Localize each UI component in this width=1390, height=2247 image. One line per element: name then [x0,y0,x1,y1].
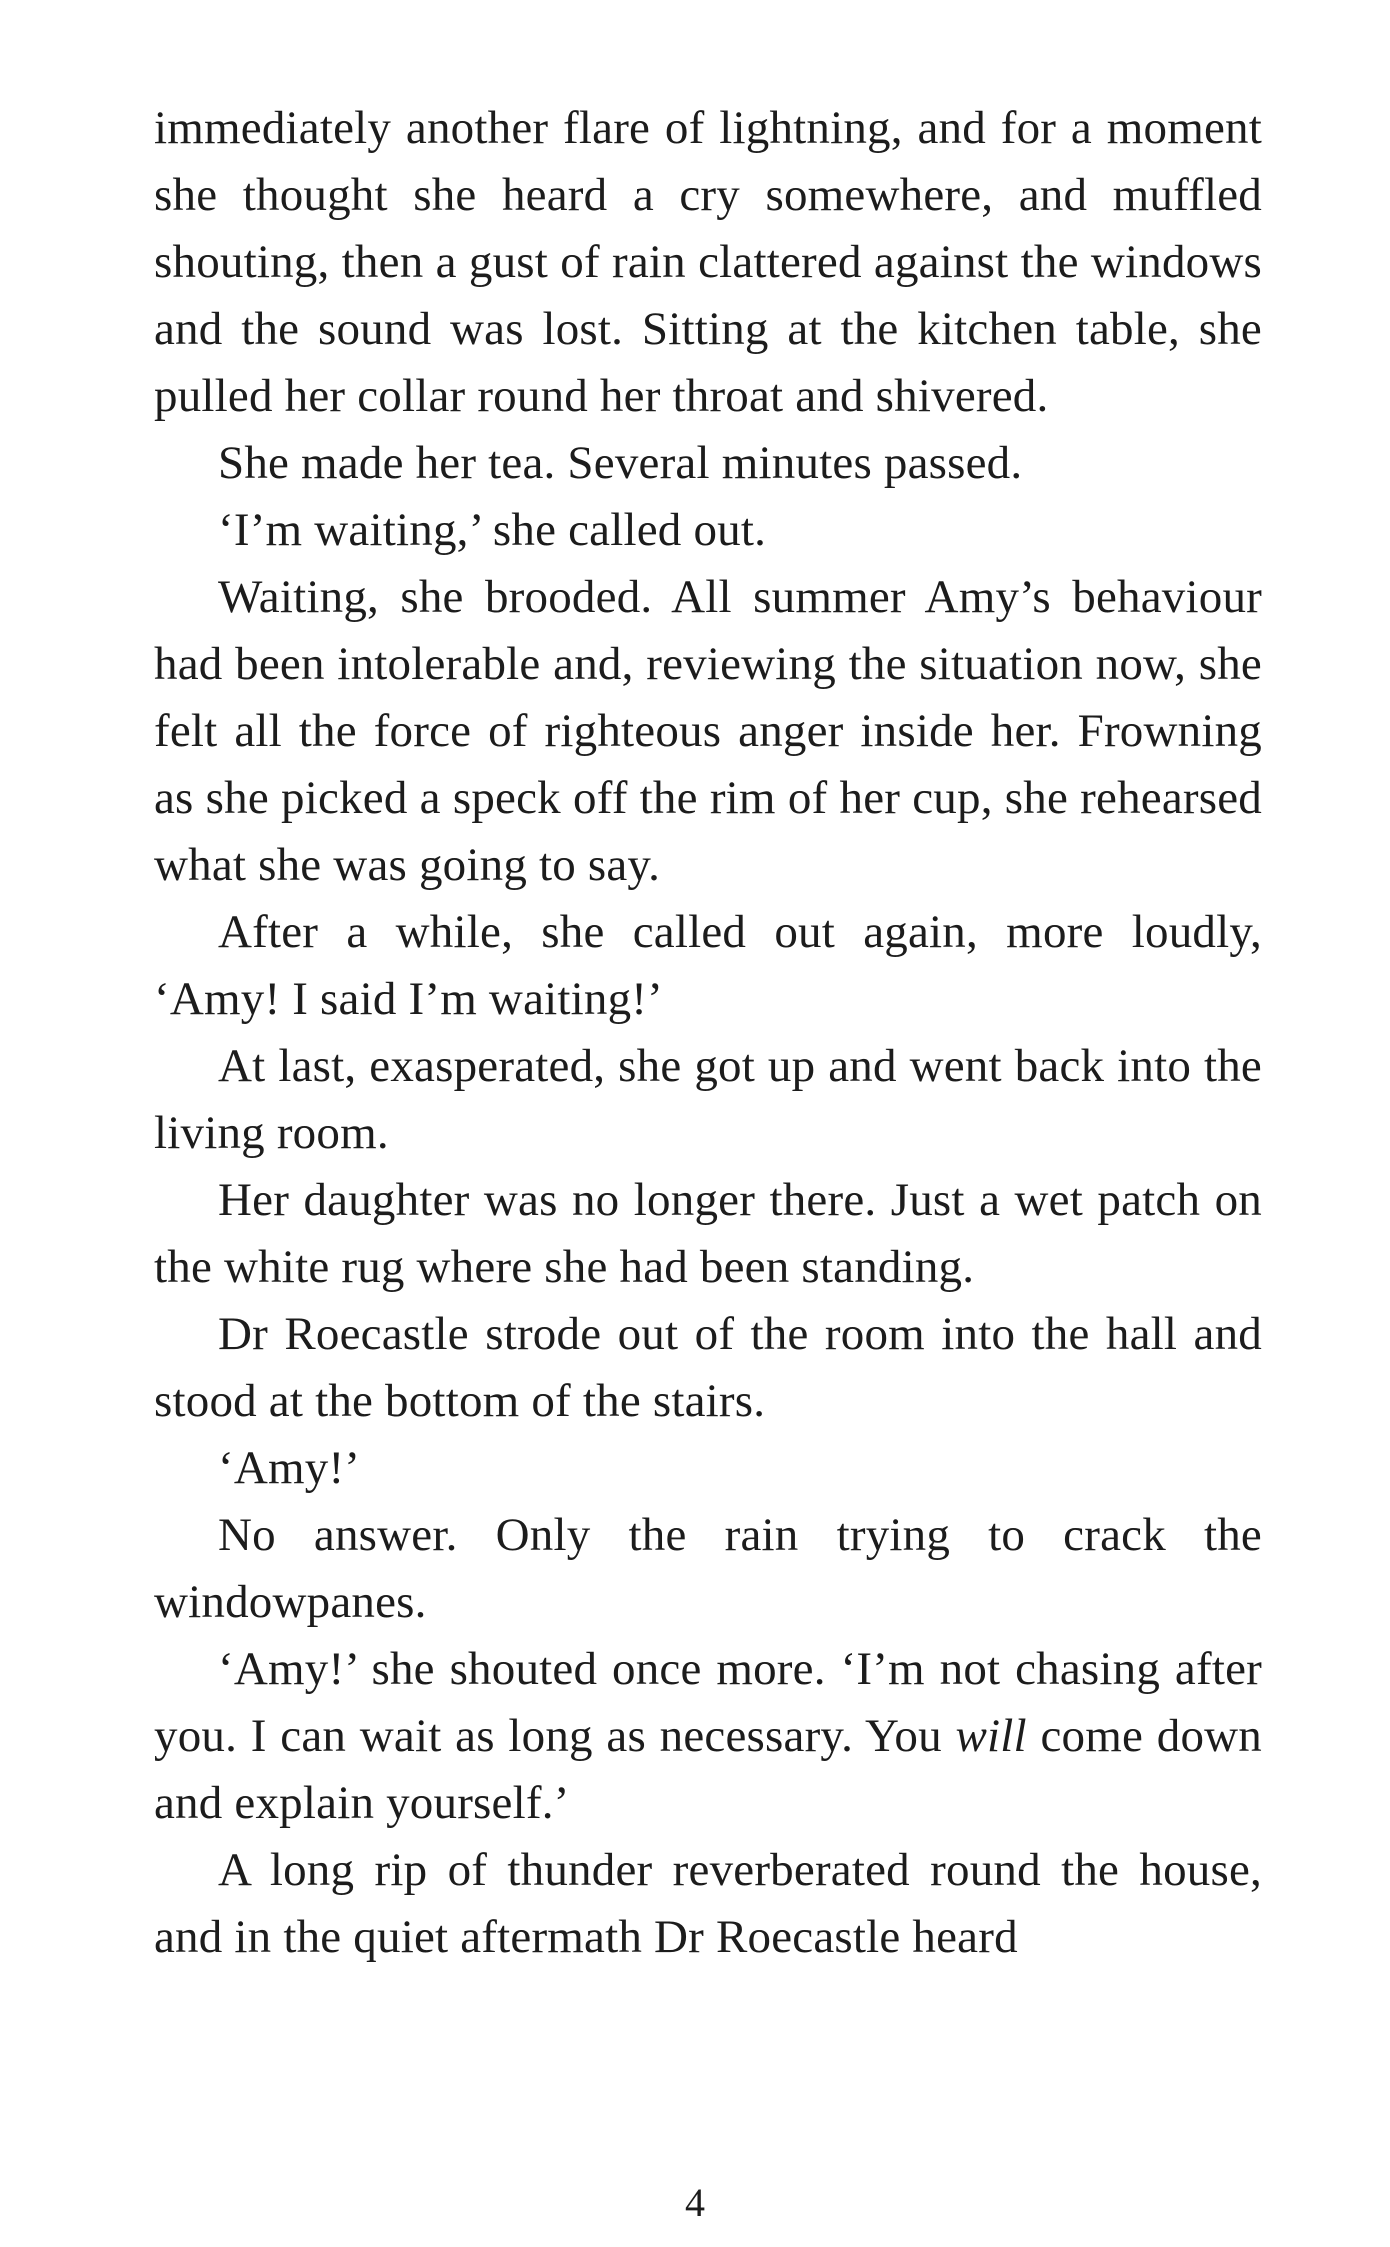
paragraph: At last, exasperated, she got up and went back into the living room. [154,1040,1262,1159]
paragraph: ‘I’m waiting,’ she called out. [218,504,767,556]
shout-text-after: come down and explain yourself.’ [154,1710,1262,1829]
shout-text-before: ‘Amy!’ she shouted once more. ‘I’m not chasing after you. I can wait as long as necessary. You [154,1643,1262,1762]
paragraph: Dr Roecastle strode out of the room into the hall and stood at the bottom of the stairs. [154,1308,1262,1427]
page-body [154,95,1262,1971]
paragraph: After a while, she called out again, more loudly, ‘Amy! I said I’m waiting!’ [154,906,1262,1025]
paragraph: Her daughter was no longer there. Just a wet patch on the white rug where she had been standing. [154,1174,1262,1293]
paragraph: No answer. Only the rain trying to crack the windowpanes. [154,1509,1262,1628]
paragraph: Waiting, she brooded. All summer Amy’s behaviour had been intolerable and, reviewing the situation now, she felt all the force of righteous anger inside her. Frowning as she picked a speck off the rim of her cup, she rehearsed what she was going to say. [154,571,1262,891]
paragraph-last: A long rip of thunder reverberated round the house, and in the quiet aftermath Dr Roecastle heard [154,1844,1262,1963]
paragraph-continuation: immediately another flare of lightning, and for a moment she thought she heard a cry somewhere, and muffled shouting, then a gust of rain clattered against the windows and the sound was lost. Sitting at the kitchen table, she pulled her collar round her throat and shivered. [154,102,1262,422]
page-number: 4 [685,2180,705,2225]
paragraph: She made her tea. Several minutes passed. [218,437,1023,489]
paragraph: ‘Amy!’ [218,1442,361,1494]
emphasis-word: will [955,1710,1027,1762]
paragraph-shout [154,1636,1262,1837]
